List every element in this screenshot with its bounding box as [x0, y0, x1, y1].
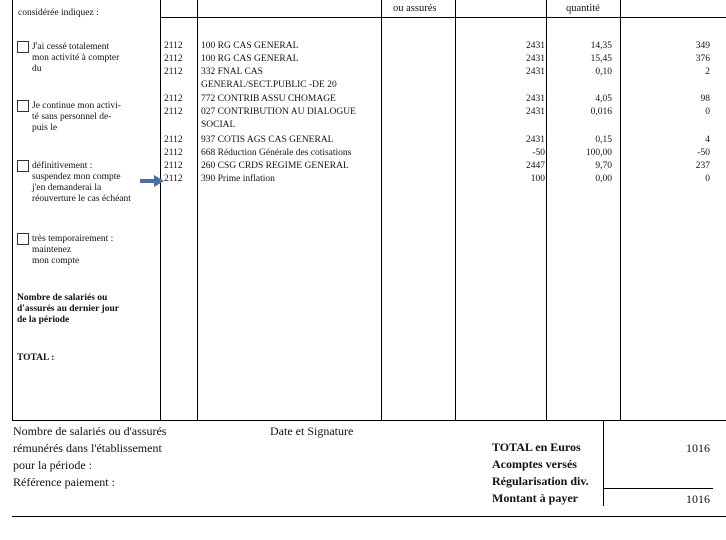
row-code: 2112 — [164, 135, 183, 145]
row-qty: 0,00 — [595, 174, 612, 184]
row-code: 2112 — [164, 54, 183, 64]
montant-label: Montant à payer — [492, 491, 578, 505]
row-amount: 0 — [705, 174, 710, 184]
row-qty: 0,15 — [595, 135, 612, 145]
salaries-label: Nombre de salariés ou d'assurés au dernier jour de la période — [17, 293, 119, 325]
option-text-definitivement: définitivement : suspendez mon compte j'en demanderai la réouverture le cas échéant — [32, 161, 131, 204]
total-box-inner-line — [603, 488, 713, 489]
total-euros-value: 1016 — [686, 441, 710, 455]
header-quantite-fragment: quantité — [566, 3, 600, 14]
row-base: -50 — [532, 148, 545, 158]
row-code: 2112 — [164, 107, 183, 117]
row-label: 772 CONTRIB ASSU CHOMAGE — [201, 94, 336, 104]
row-base: 2431 — [526, 54, 545, 64]
table-row — [0, 135, 726, 146]
row-qty: 15,45 — [590, 54, 612, 64]
table-row — [0, 174, 726, 185]
page-bottom-rule — [12, 516, 726, 517]
option-checkbox-temporairement[interactable] — [17, 233, 29, 245]
row-code: 2112 — [164, 67, 183, 77]
row-code: 2112 — [164, 161, 183, 171]
row-qty: 0,016 — [590, 107, 612, 117]
row-label-continued: GENERAL/SECT.PUBLIC -DE 20 — [201, 80, 337, 90]
row-code: 2112 — [164, 94, 183, 104]
table-row — [0, 161, 726, 172]
header-assures-fragment: ou assurés — [393, 3, 437, 14]
option-text-temporairement: très temporairement : maintenez mon compte — [32, 234, 114, 266]
row-label-continued: SOCIAL — [201, 120, 236, 130]
row-code: 2112 — [164, 41, 183, 51]
row-base: 2431 — [526, 135, 545, 145]
option-text-sans-personnel: Je continue mon activi- té sans personnel de- puis le — [32, 101, 121, 133]
row-qty: 0,10 — [595, 67, 612, 77]
option-text-cessation: J'ai cessé totalement mon activité à compter du — [32, 42, 120, 74]
row-amount: -50 — [697, 148, 710, 158]
row-qty: 100,00 — [585, 148, 612, 158]
row-label: 027 CONTRIBUTION AU DIALOGUE — [201, 107, 356, 117]
acomptes-label: Acomptes versés — [492, 457, 577, 471]
arrow-right-icon — [140, 175, 164, 187]
header-bottom-line — [160, 17, 726, 18]
regularisation-label: Régularisation div. — [492, 474, 589, 488]
row-label: 937 COTIS AGS CAS GENERAL — [201, 135, 334, 145]
row-amount: 98 — [700, 94, 710, 104]
row-label: 668 Réduction Générale des cotisations — [201, 148, 352, 158]
row-qty: 9,70 — [595, 161, 612, 171]
row-qty: 4,05 — [595, 94, 612, 104]
row-amount: 349 — [695, 41, 710, 51]
row-amount: 376 — [695, 54, 710, 64]
row-amount: 2 — [705, 67, 710, 77]
row-amount: 0 — [705, 107, 710, 117]
row-base: 2431 — [526, 107, 545, 117]
total-euros-label: TOTAL en Euros — [492, 440, 581, 454]
row-label: 390 Prime inflation — [201, 174, 275, 184]
table-row — [0, 54, 726, 65]
row-qty: 14,35 — [590, 41, 612, 51]
row-code: 2112 — [164, 148, 183, 158]
row-amount: 4 — [705, 135, 710, 145]
total-label: TOTAL : — [17, 353, 55, 363]
row-label: 100 RG CAS GENERAL — [201, 54, 299, 64]
table-row — [0, 148, 726, 159]
row-base: 100 — [530, 174, 545, 184]
total-box-left-border — [603, 420, 604, 506]
row-label: 332 FNAL CAS — [201, 67, 263, 77]
row-amount: 237 — [695, 161, 710, 171]
table-bottom-line — [12, 420, 726, 421]
footer-left-block: Nombre de salariés ou d'assurés rémunérés dans l'établissement pour la période : Référence paiement : — [13, 424, 167, 489]
table-row-continuation — [0, 80, 726, 91]
header-left-fragment: considérée indiquez : — [18, 8, 99, 18]
table-row — [0, 41, 726, 52]
table-row-continuation — [0, 120, 726, 131]
table-row — [0, 67, 726, 78]
montant-value: 1016 — [686, 492, 710, 506]
row-label: 100 RG CAS GENERAL — [201, 41, 299, 51]
row-base: 2447 — [526, 161, 545, 171]
row-base: 2431 — [526, 41, 545, 51]
date-signature-label: Date et Signature — [270, 424, 354, 438]
row-base: 2431 — [526, 67, 545, 77]
table-row — [0, 107, 726, 118]
row-code: 2112 — [164, 174, 183, 184]
table-row — [0, 94, 726, 105]
row-base: 2431 — [526, 94, 545, 104]
row-label: 260 CSG CRDS REGIME GENERAL — [201, 161, 349, 171]
